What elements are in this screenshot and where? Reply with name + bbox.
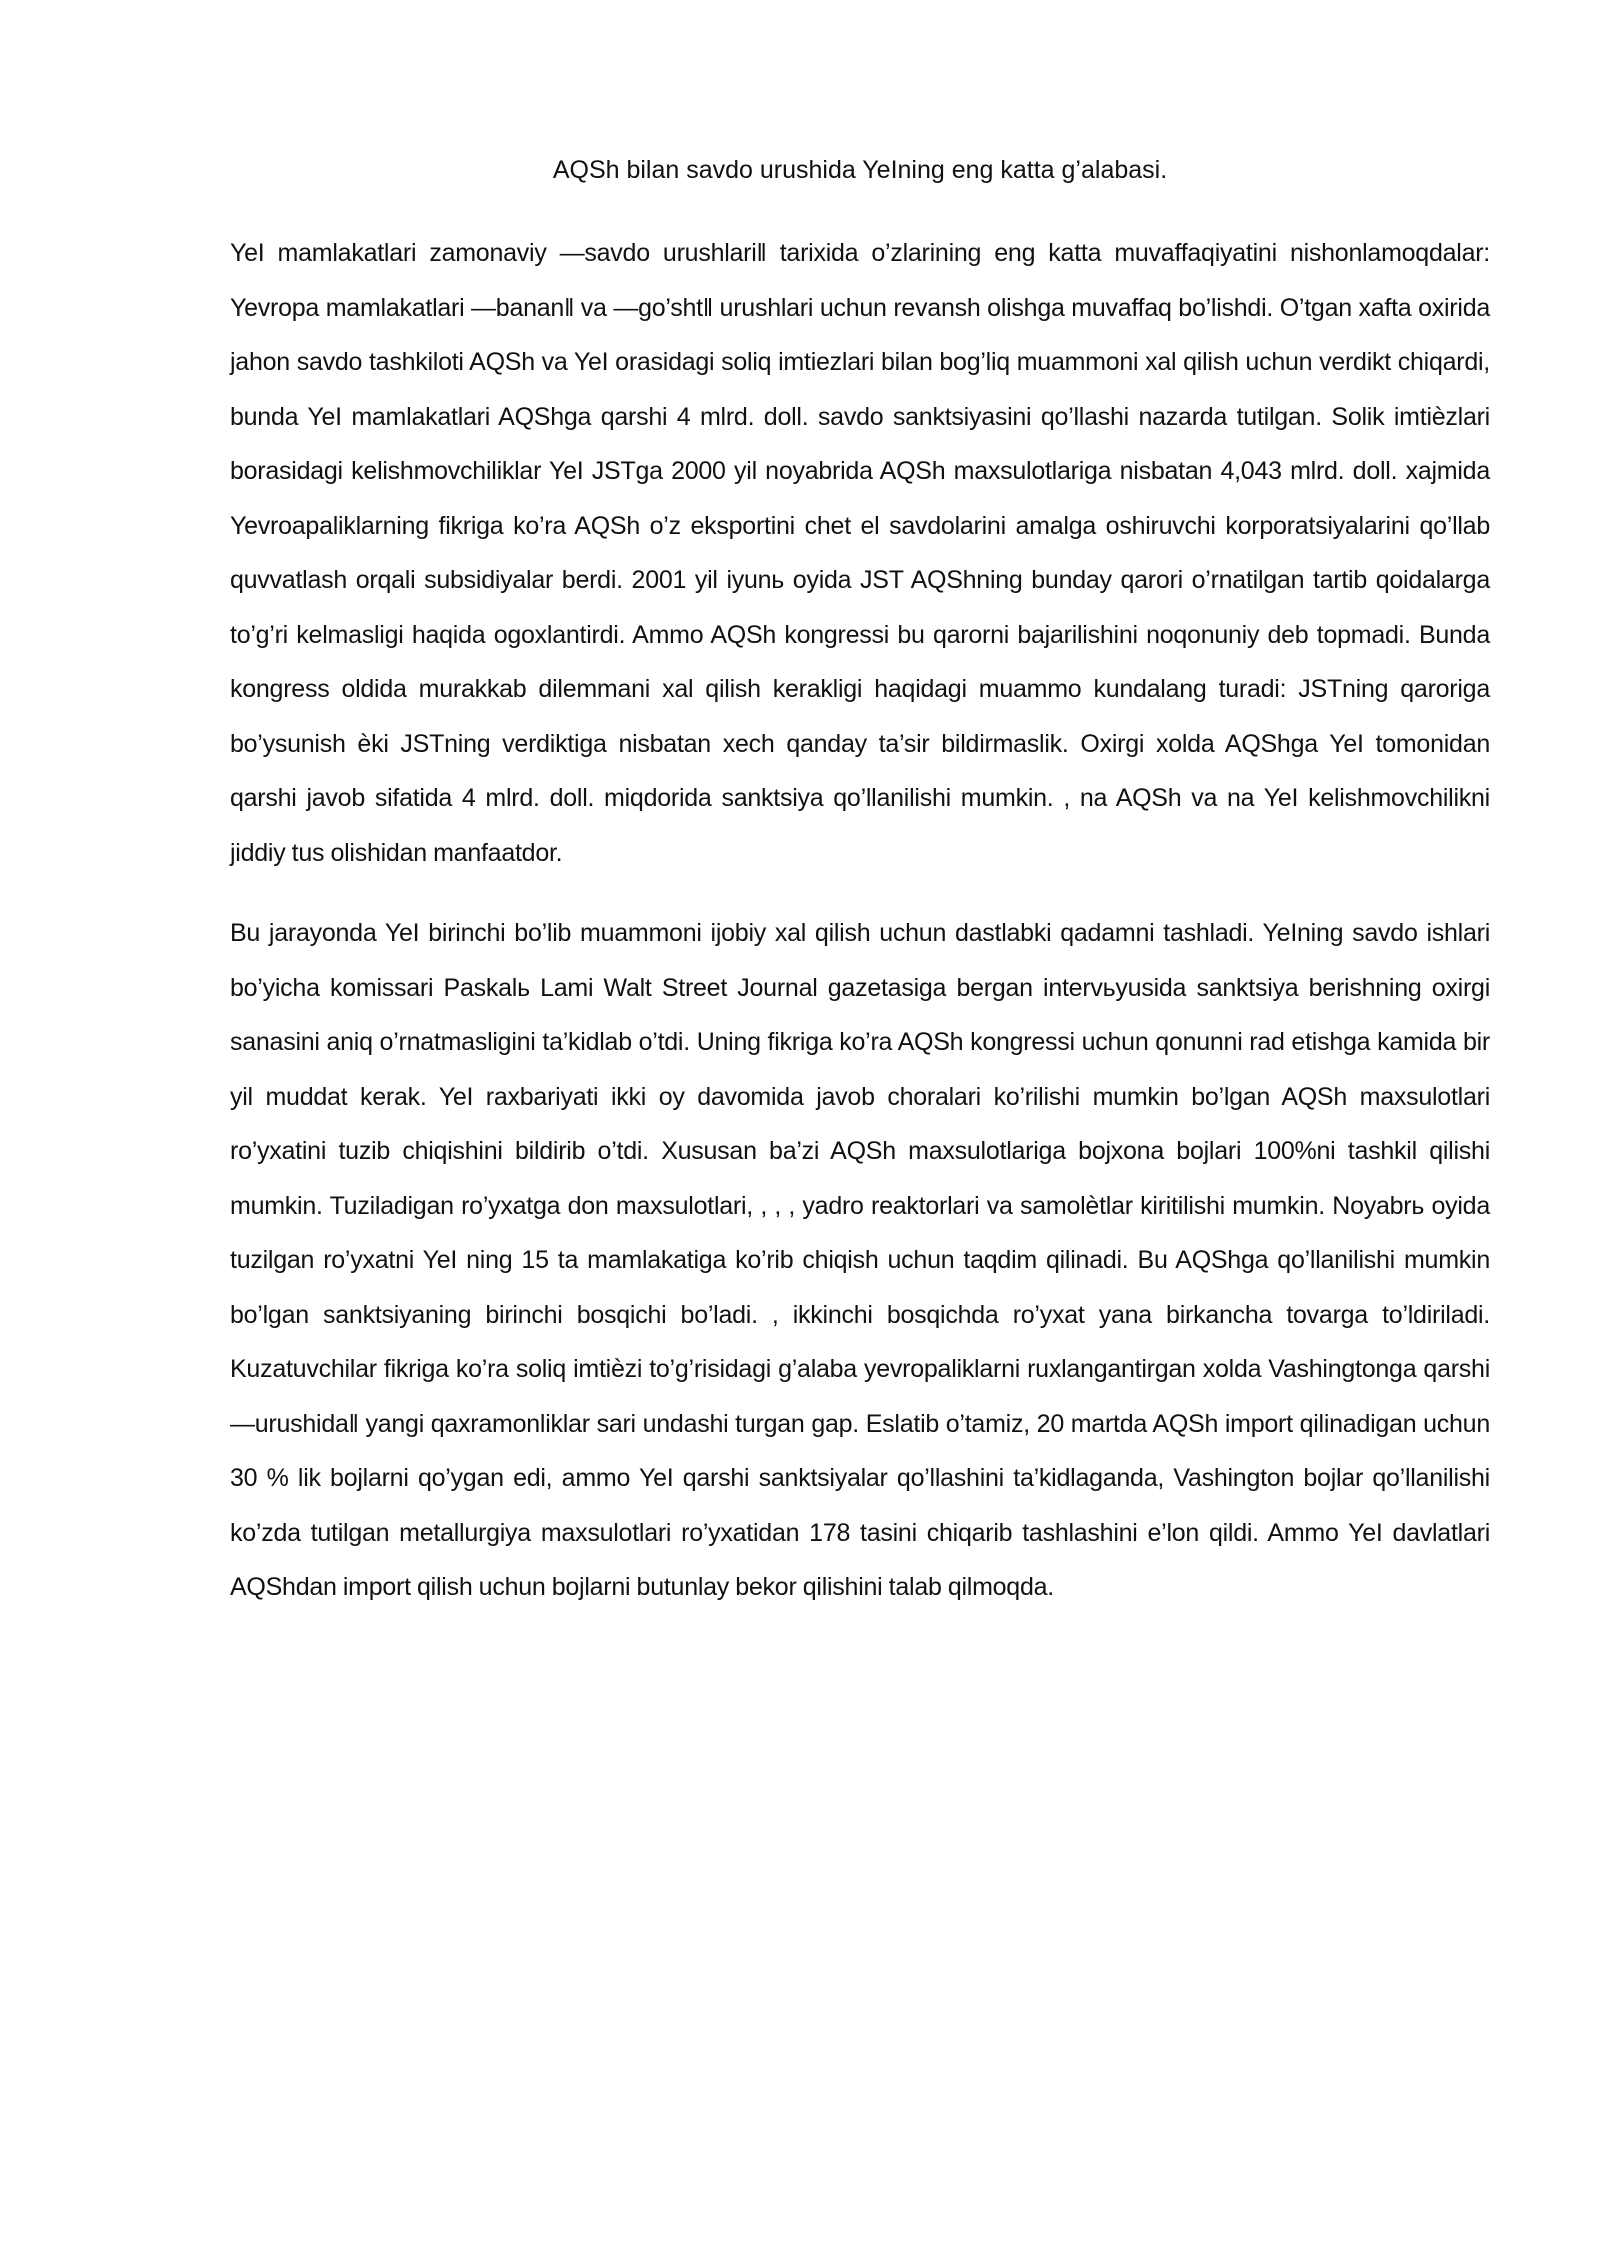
document-title: AQSh bilan savdo urushida YeIning eng katta g’alabasi.: [552, 156, 1168, 184]
document-body: [230, 226, 1490, 1641]
paragraph-1: YeI mamlakatlari zamonaviy ―savdo urushlari‖ tarixida o’zlarining eng katta muvaffaqiyatini nishonlamoqdalar: Yevropa mamlakatlari ―banan‖ va ―go’sht‖ urushlari uchun revansh olishga muvaffaq bo’lishdi. O’tgan xafta oxirida jahon savdo tashkiloti AQSh va YeI orasidagi soliq imtiezlari bilan bog’liq muammoni xal qilish uchun verdikt chiqardi, bunda YeI mamlakatlari AQShga qarshi 4 mlrd. doll. savdo sanktsiyasini qo’llashi nazarda tutilgan. Solik imtièzlari borasidagi kelishmovchiliklar YeI JSTga 2000 yil noyabrida AQSh maxsulotlariga nisbatan 4,043 mlrd. doll. xajmida Yevroapaliklarning fikriga ko’ra AQSh o’z eksportini chet el savdolarini amalga oshiruvchi korporatsiyalarini qo’llab quvvatlash orqali subsidiyalar berdi. 2001 yil iyunь oyida JST AQShning bunday qarori o’rnatilgan tartib qoidalarga to’g’ri kelmasligi haqida ogoxlantirdi. Ammo AQSh kongressi bu qarorni bajarilishini noqonuniy deb topmadi. Bunda kongress oldida murakkab dilemmani xal qilish kerakligi haqidagi muammo kundalang turadi: JSTning qaroriga bo’ysunish èki JSTning verdiktiga nisbatan xech qanday ta’sir bildirmaslik. Oxirgi xolda AQShga YeI tomonidan qarshi javob sifatida 4 mlrd. doll. miqdorida sanktsiya qo’llanilishi mumkin. , na AQSh va na YeI kelishmovchilikni jiddiy tus olishidan manfaatdor.: [230, 239, 1490, 867]
paragraph-2: Bu jarayonda YeI birinchi bo’lib muammoni ijobiy xal qilish uchun dastlabki qadamni tashladi. YeIning savdo ishlari bo’yicha komissari Paskalь Lami Walt Street Journal gazetasiga bergan intervьyusida sanktsiya berishning oxirgi sanasini aniq o’rnatmasligini ta’kidlab o’tdi. Uning fikriga ko’ra AQSh kongressi uchun qonunni rad etishga kamida bir yil muddat kerak. YeI raxbariyati ikki oy davomida javob choralari ko’rilishi mumkin bo’lgan AQSh maxsulotlari ro’yxatini tuzib chiqishini bildirib o’tdi. Xususan ba’zi AQSh maxsulotlariga bojxona bojlari 100%ni tashkil qilishi mumkin. Tuziladigan ro’yxatga don maxsulotlari, , , , yadro reaktorlari va samolètlar kiritilishi mumkin. Noyabrь oyida tuzilgan ro’yxatni YeI ning 15 ta mamlakatiga ko’rib chiqish uchun taqdim qilinadi. Bu AQShga qo’llanilishi mumkin bo’lgan sanktsiyaning birinchi bosqichi bo’ladi. , ikkinchi bosqichda ro’yxat yana birkancha tovarga to’ldiriladi. Kuzatuvchilar fikriga ko’ra soliq imtièzi to’g’risidagi g’alaba yevropaliklarni ruxlangantirgan xolda Vashingtonga qarshi ―urushida‖ yangi qaxramonliklar sari undashi turgan gap. Eslatib o’tamiz, 20 martda AQSh import qilinadigan uchun 30 % lik bojlarni qo’ygan edi, ammo YeI qarshi sanktsiyalar qo’llashini ta’kidlaganda, Vashington bojlar qo’llanilishi ko’zda tutilgan metallurgiya maxsulotlari ro’yxatidan 178 tasini chiqarib tashlashini e’lon qildi. Ammo YeI davlatlari AQShdan import qilish uchun bojlarni butunlay bekor qilishini talab qilmoqda.: [230, 919, 1490, 1601]
